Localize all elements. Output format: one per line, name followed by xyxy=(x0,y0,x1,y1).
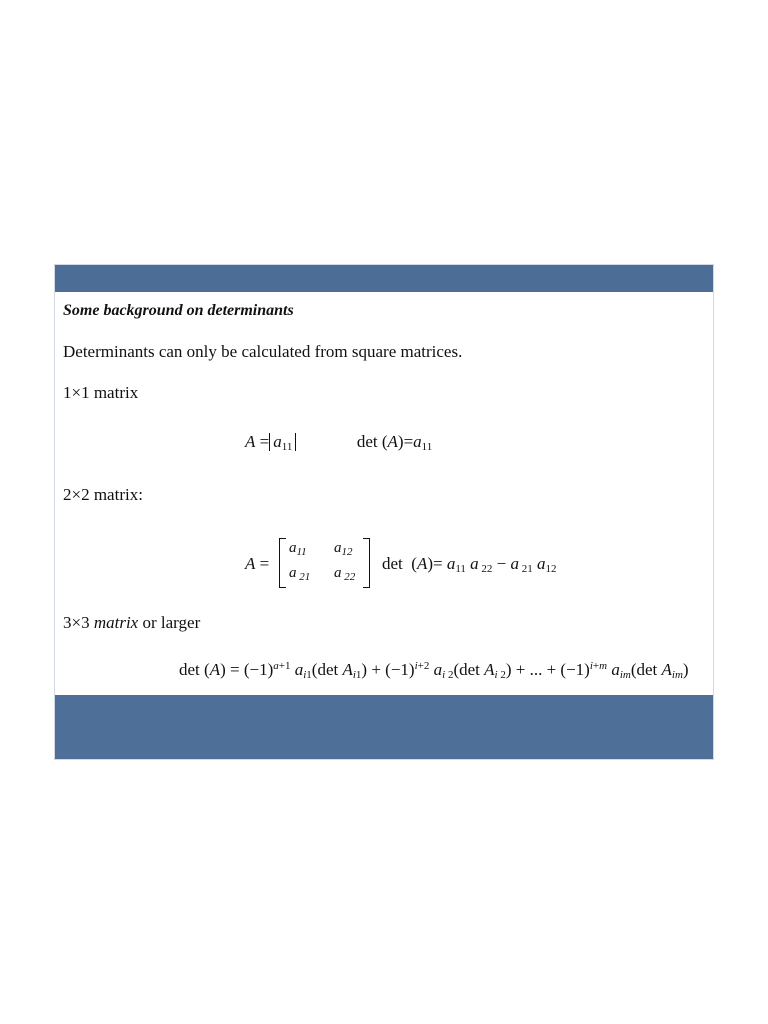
section-3x3-prefix: 3×3 xyxy=(63,613,90,632)
slide-top-band xyxy=(55,265,713,292)
section-3x3-italic: matrix xyxy=(93,613,139,632)
section-2x2-label: 2×2 matrix: xyxy=(63,485,143,504)
formula-1x1: $A = a_{11}$ $\det (A)=a_{11}$ xyxy=(245,432,433,453)
matrix-cell: $a_{12}$ xyxy=(334,540,353,558)
slide xyxy=(54,264,714,760)
section-1x1-label: 1×1 matrix xyxy=(63,383,139,402)
section-3x3-label xyxy=(63,613,200,633)
matrix-2x2-lhs: A = xyxy=(245,554,270,573)
intro-paragraph: Determinants can only be calculated from square matrices. xyxy=(63,342,463,361)
formula-cofactor-expansion: $\det (A) = (-1)^{a+1}$ $a_{i1}(\det$ $A_{i1}) + (-1)^{i+2}$ $a_{i 2}(\det$ $A_{i 2}$) + ... + $(-1)^{i+m}$ $a_{im}(\det$ $A_{im}$) xyxy=(179,660,689,681)
matrix-cell: a $_{21}$ xyxy=(289,565,311,583)
section-3x3-suffix: or larger xyxy=(142,613,201,632)
formula-2x2-determinant: $\det (A)= a_{11}$ a $_{22}$ − a $_{21}$ $a_{12}$ xyxy=(382,554,557,575)
slide-bottom-band xyxy=(55,695,713,759)
matrix-cell: $a_{11}$ xyxy=(289,540,307,558)
matrix-cell: a $_{22}$ xyxy=(334,565,356,583)
matrix-2x2 xyxy=(279,538,370,588)
slide-content xyxy=(55,292,713,697)
slide-title: Some background on determinants xyxy=(63,302,294,319)
